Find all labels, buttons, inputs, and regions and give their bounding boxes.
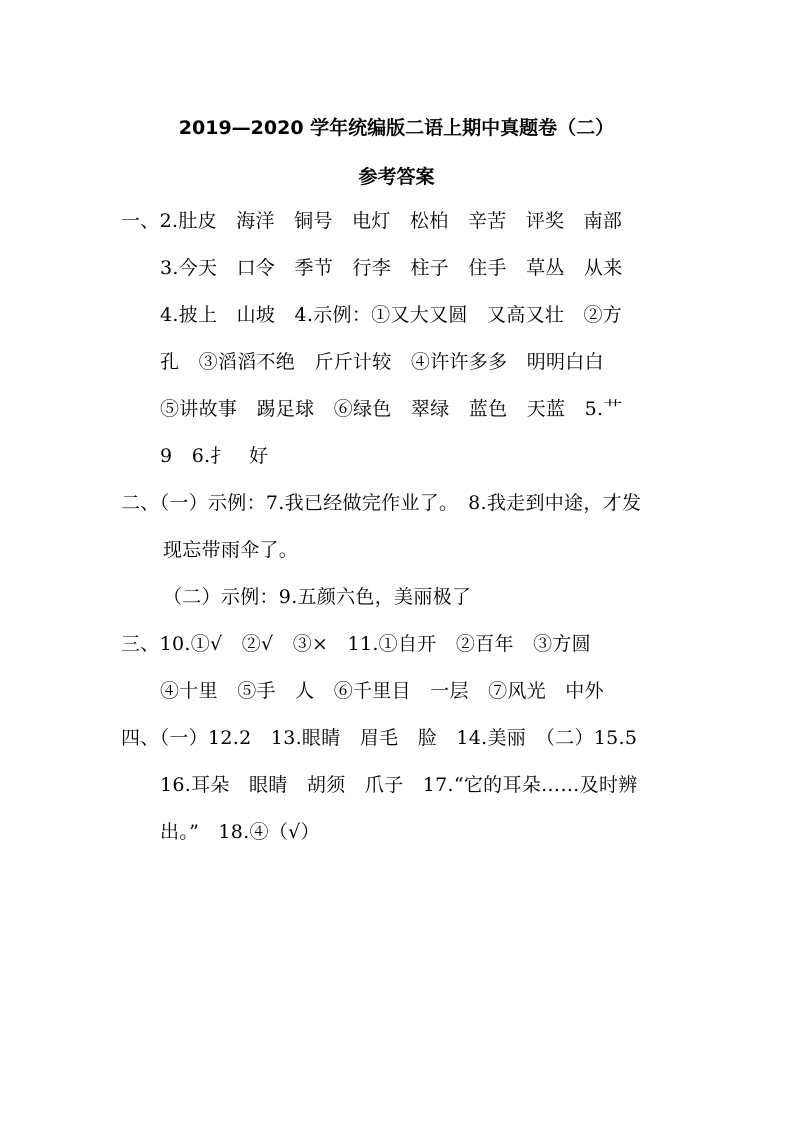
answer-line-9: （二）示例：9.五颜六色，美丽极了: [163, 586, 472, 608]
answer-line-10: 三、10.①√ ②√ ③× 11.①自开 ②百年 ③方圆: [121, 633, 591, 655]
answer-line-13: 16.耳朵 眼睛 胡须 爪子 17.“它的耳朵……及时辨: [160, 774, 638, 796]
answer-line-14: 出。” 18.④（√）: [160, 821, 320, 843]
answer-line-12: 四、（一）12.2 13.眼睛 眉毛 脸 14.美丽 （二）15.5: [121, 727, 638, 749]
answer-line-8: 现忘带雨伞了。: [163, 539, 299, 561]
document-subtitle: 参考答案: [358, 166, 435, 188]
answer-line-1: 一、2.肚皮 海洋 铜号 电灯 松柏 辛苦 评奖 南部: [121, 210, 623, 232]
answer-line-7: 二、（一）示例：7.我已经做完作业了。 8.我走到中途，才发: [121, 492, 642, 514]
answer-line-6: 9 6.扌 好: [160, 445, 269, 467]
answer-line-3: 4.披上 山坡 4.示例：①又大又圆 又高又壮 ②方: [160, 304, 623, 326]
answer-line-11: ④十里 ⑤手 人 ⑥千里目 一层 ⑦风光 中外: [160, 680, 604, 702]
answer-line-2: 3.今天 口令 季节 行李 柱子 住手 草丛 从来: [160, 257, 623, 279]
document-title: 2019—2020 学年统编版二语上期中真题卷（二）: [178, 117, 615, 139]
answer-line-5: ⑤讲故事 踢足球 ⑥绿色 翠绿 蓝色 天蓝 5.艹: [160, 398, 623, 420]
answer-line-4: 孔 ③滔滔不绝 斤斤计较 ④许许多多 明明白白: [160, 351, 604, 373]
